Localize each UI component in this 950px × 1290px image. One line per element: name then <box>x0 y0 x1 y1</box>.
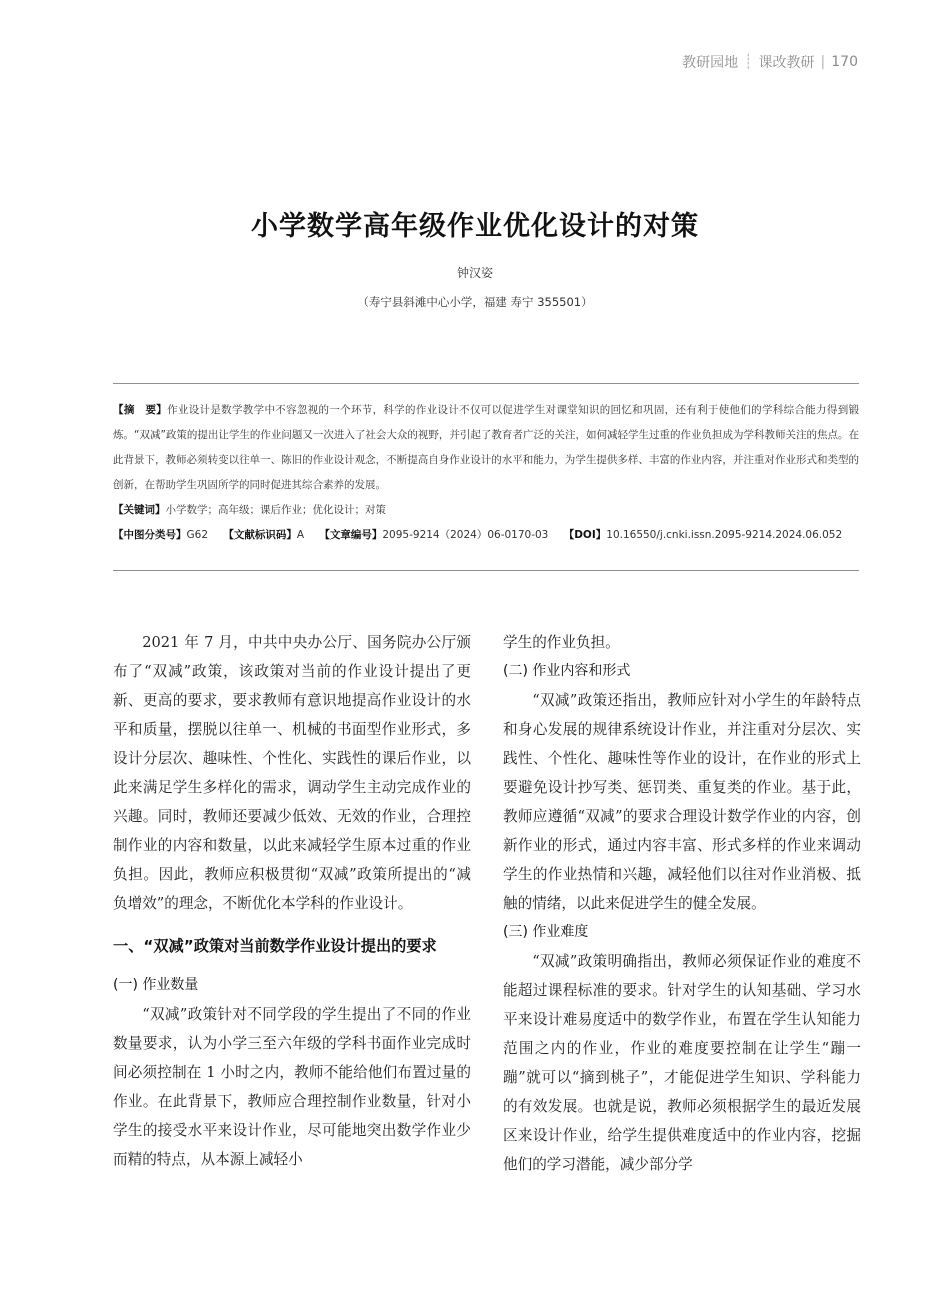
abstract-block <box>113 398 859 548</box>
body-column-left <box>113 628 471 1174</box>
article-title: 小学数学高年级作业优化设计的对策 <box>251 211 699 242</box>
article-number-label: 【文章编号】 <box>319 529 383 541</box>
running-header <box>682 52 858 72</box>
section-1-heading: 一、“双减”政策对当前数学作业设计提出的要求 <box>113 937 437 955</box>
header-bar-separator: | <box>820 54 826 70</box>
header-section: 教研园地 <box>682 55 739 71</box>
document-code-label: 【文献标识码】 <box>223 529 297 541</box>
abstract-label: 【摘 要】 <box>113 404 168 416</box>
clc-number <box>113 529 208 541</box>
author-name: 钟汉姿 <box>456 266 493 280</box>
body-column-right <box>503 628 861 1179</box>
header-column: 课改教研 <box>758 55 815 71</box>
abstract-text: 作业设计是数学教学中不容忽视的一个环节，科学的作业设计不仅可以促进学生对课堂知识的回忆和巩固，还有利于使他们的学科综合能力得到锻炼。“双减”政策的提出让学生的作业问题又一次进入了社会大众的视野，并引起了教育者广泛的关注，如何减轻学生过重的作业负担成为学科教师关注的焦点。在此背景下，教师必须转变以往单一、陈旧的作业设计观念，不断提高自身作业设计的水平和能力，为学生提供多样、丰富的作业内容，并注重对作业形式和类型的创新，在帮助学生巩固所学的同时促进其综合素养的发展。 <box>113 404 860 491</box>
subsection-2-paragraph: “双减”政策还指出，教师应针对小学生的年龄特点和身心发展的规律系统设计作业，并注重对分层次、实践性、个性化、趣味性等作业的设计，在作业的形式上要避免设计抄写类、惩罚类、重复类的作业。基于此，教师应遵循“双减”的要求合理设计数学作业的内容，创新作业的形式，通过内容丰富、形式多样的作业来调动学生的作业热情和兴趣，减轻他们以往对作业消极、抵触的情绪，以此来促进学生的健全发展。 <box>503 692 861 912</box>
page-number: 170 <box>831 54 858 70</box>
doi-value: 10.16550/j.cnki.issn.2095-9214.2024.06.052 <box>606 529 843 541</box>
doi <box>564 529 842 541</box>
header-dotted-separator: ┊ <box>744 54 753 70</box>
abstract-paragraph <box>113 398 859 498</box>
keywords-label: 【关键词】 <box>113 504 166 516</box>
abstract-top-rule <box>113 383 859 384</box>
document-code-value: A <box>296 529 305 541</box>
author-affiliation: （寿宁县斜滩中心小学，福建 寿宁 355501） <box>357 295 593 309</box>
subsection-3-paragraph: “双减”政策明确指出，教师必须保证作业的难度不能超过课程标准的要求。针对学生的认知基础、学习水平来设计难易度适中的数学作业，布置在学生认知能力范围之内的作业，作业的难度要控制在让学生“蹦一蹦”就可以“摘到桃子”，才能促进学生知识、学科能力的有效发展。也就是说，教师必须根据学生的最近发展区来设计作业，给学生提供难度适中的作业内容，挖掘他们的学习潜能，减少部分学 <box>503 953 861 1173</box>
subsection-3-heading: (三) 作业难度 <box>503 924 589 940</box>
article-number-value: 2095-9214（2024）06-0170-03 <box>382 529 549 541</box>
subsection-2-heading: (二) 作业内容和形式 <box>503 663 631 679</box>
abstract-bottom-rule <box>113 570 859 571</box>
subsection-1-continued: 学生的作业负担。 <box>503 634 620 651</box>
clc-value: G62 <box>186 529 208 541</box>
subsection-1-heading: (一) 作业数量 <box>113 977 199 993</box>
classification-row <box>113 523 859 548</box>
intro-paragraph: 2021 年 7 月，中共中央办公厅、国务院办公厅颁布了“双减”政策，该政策对当前的作业设计提出了更新、更高的要求，要求教师有意识地提高作业设计的水平和质量，摆脱以往单一、机械的书面型作业形式，多设计分层次、趣味性、个性化、实践性的课后作业，以此来满足学生多样化的需求，调动学生主动完成作业的兴趣。同时，教师还要减少低效、无效的作业，合理控制作业的内容和数量，以此来减轻学生原本过重的作业负担。因此，教师应积极贯彻“双减”政策所提出的“减负增效”的理念，不断优化本学科的作业设计。 <box>113 634 471 912</box>
document-code <box>223 529 304 541</box>
article-number <box>319 529 548 541</box>
doi-label: 【DOI】 <box>563 529 607 541</box>
keywords-paragraph <box>113 498 859 523</box>
clc-label: 【中图分类号】 <box>113 529 187 541</box>
subsection-1-paragraph: “双减”政策针对不同学段的学生提出了不同的作业数量要求，认为小学三至六年级的学科书面作业完成时间必须控制在 1 小时之内，教师不能给他们布置过量的作业。在此背景下，教师应合理控制作业数量，针对小学生的接受水平来设计作业，尽可能地突出数学作业少而精的特点，从本源上减轻小 <box>113 1006 471 1168</box>
keywords-text: 小学数学；高年级；课后作业；优化设计；对策 <box>165 504 386 516</box>
